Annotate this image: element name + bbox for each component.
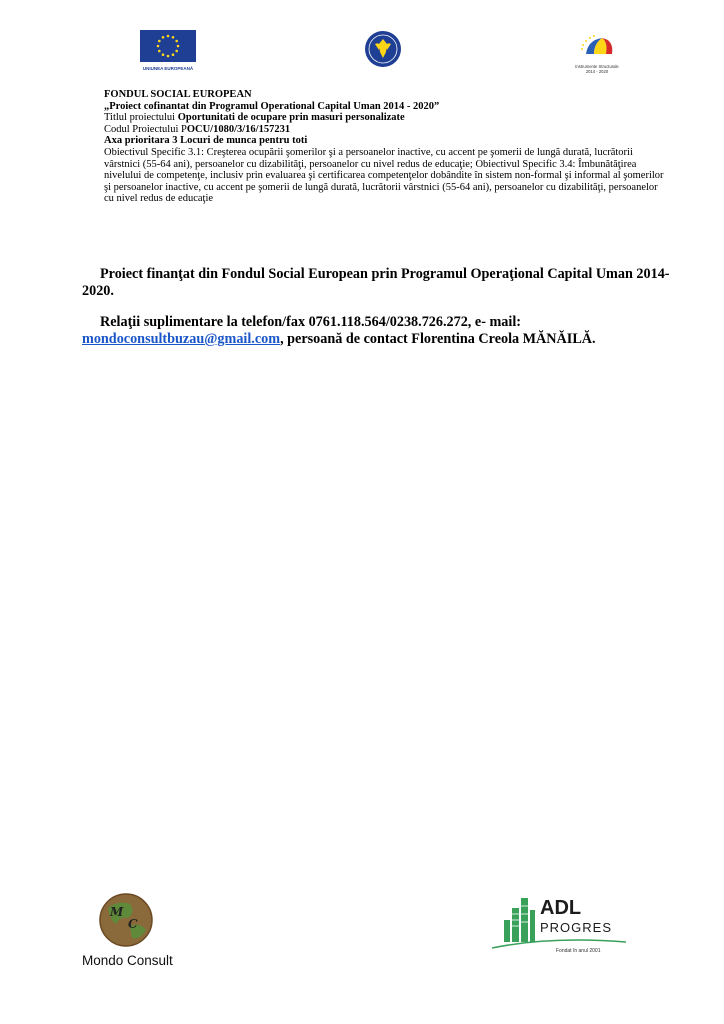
mondo-consult-name: Mondo Consult xyxy=(82,953,173,968)
adl-tagline: Fondat în anul 2001 xyxy=(556,948,601,954)
project-header xyxy=(104,89,664,205)
contact-email-link[interactable]: mondoconsultbuzau@gmail.com xyxy=(82,331,281,347)
funding-statement: Proiect finanţat din Fondul Social European prin Programul Operaţional Capital Uman 2014-2020. xyxy=(82,266,670,299)
structural-instruments-caption xyxy=(564,64,630,74)
contact-paragraph xyxy=(82,314,672,348)
structural-instruments-icon xyxy=(568,32,626,64)
caption-line: Instrumente Structurale xyxy=(575,64,619,69)
government-seal-logo xyxy=(362,30,404,68)
eu-caption: UNIUNEA EUROPEANĂ xyxy=(142,66,194,71)
project-code-value: OCU/1080/3/16/157231 xyxy=(186,123,291,135)
project-title-value: Oportunitati de ocupare prin masuri personalizate xyxy=(177,112,405,124)
fund-name: FONDUL SOCIAL EUROPEAN xyxy=(104,89,252,100)
project-code-label: Codul Proiectului P xyxy=(104,123,187,135)
program-line: „Proiect cofinantat din Programul Operational Capital Uman 2014 - 2020” xyxy=(104,100,440,112)
contact-prefix: Relaţii suplimentare la telefon/fax 0761.118.564/0238.726.272, e- mail: xyxy=(100,314,521,330)
adl-subtitle: PROGRES xyxy=(540,920,613,935)
mondo-consult-logo xyxy=(80,890,170,950)
structural-instruments-logo xyxy=(568,32,626,78)
project-title-label: Titlul proiectului xyxy=(104,112,178,124)
adl-progres-buildings-logo xyxy=(490,890,630,958)
priority-axis: Axa prioritara 3 Locuri de munca pentru toti xyxy=(104,135,308,147)
mondo-consult-globe-logo xyxy=(80,890,170,950)
contact-suffix: , persoană de contact Florentina Creola MĂNĂILĂ. xyxy=(280,331,596,347)
eu-flag-icon xyxy=(140,30,196,62)
svg-text:M: M xyxy=(110,905,124,919)
specific-objectives: Obiectivul Specific 3.1: Creşterea ocupării şomerilor şi a persoanelor inactive, cu accent pe şomerii de lungă durată, lucrătorii vârstnici (55-64 ani), persoanelor cu dizabilităţi, persoanelor cu nivel redus de educaţie; Obiectivul Specific 3.4: Îmbunătăţirea nivelului de competenţe, inclusiv prin evaluarea şi certificarea competenţelor dobândite în sistem non-formal şi informal al şomerilor şi persoanelor inactive, cu accent pe şomerii de lungă durată, lucrătorii vârstnici (55-64 ani), persoanelor cu dizabilităţi, persoanelor cu nivel redus de educaţie xyxy=(104,146,664,205)
eu-logo xyxy=(138,30,198,76)
adl-title: ADL xyxy=(540,897,582,919)
caption-years: 2014 - 2020 xyxy=(585,69,609,74)
svg-text:C: C xyxy=(128,917,138,931)
adl-progres-logo xyxy=(490,890,630,958)
eu-stars-icon xyxy=(140,30,196,62)
project-code-line xyxy=(104,124,664,136)
romanian-government-seal-icon xyxy=(362,30,404,68)
project-title-line xyxy=(104,112,664,124)
